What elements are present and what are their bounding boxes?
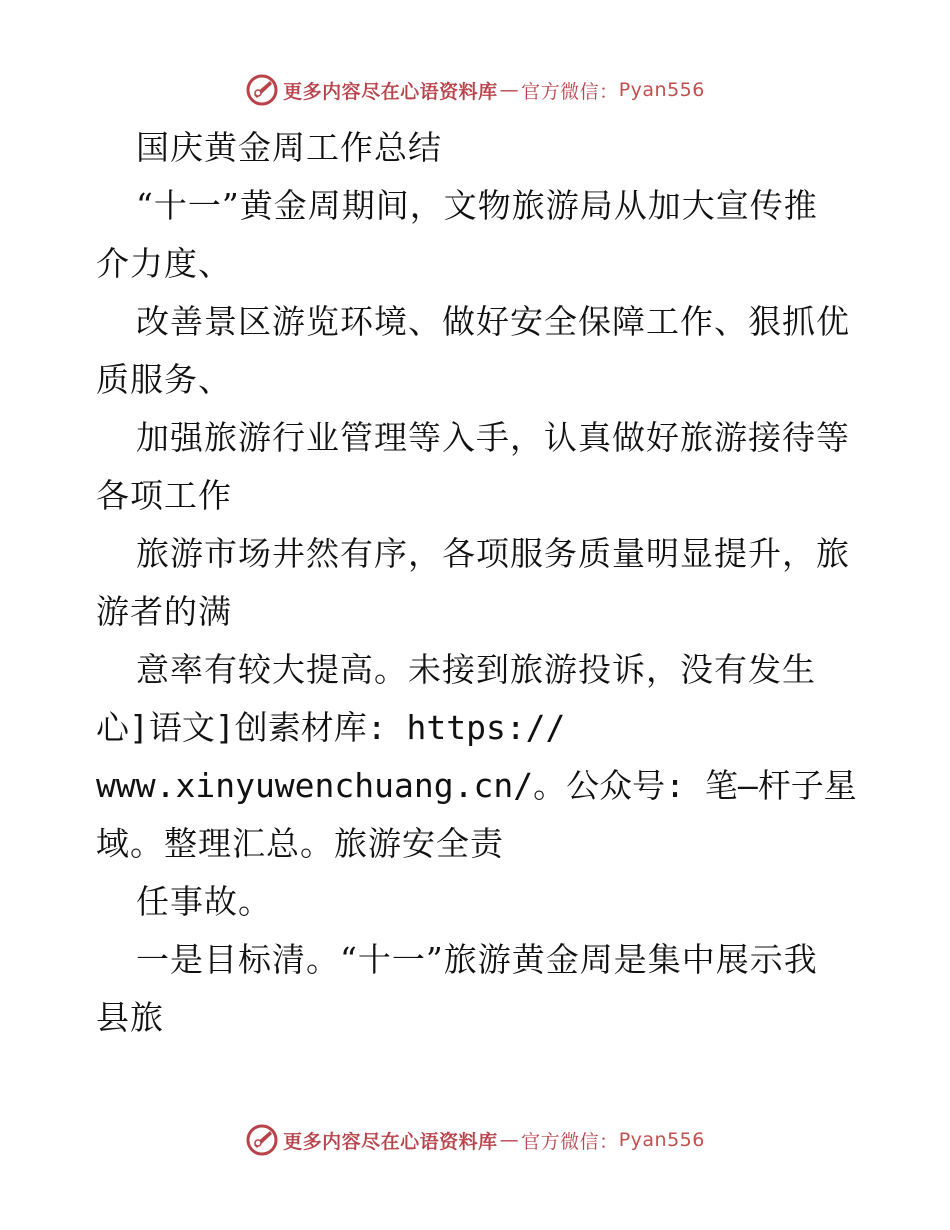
watermark-main-text: 更多内容尽在心语资料库 — [283, 80, 498, 103]
watermark-wechat-id: Pyan556 — [618, 79, 705, 101]
header-watermark — [0, 70, 950, 110]
paragraph-line: 任事故。 — [136, 882, 272, 921]
footer-watermark — [0, 1120, 950, 1160]
paragraph-line: 改善景区游览环境、做好安全保障工作、狠抓优 — [136, 302, 850, 341]
paragraph-line: 旅游市场井然有序，各项服务质量明显提升，旅 — [136, 534, 850, 573]
paragraph-line: 各项工作 — [96, 476, 232, 515]
paragraph-line: 域。整理汇总。旅游安全责 — [96, 824, 504, 863]
paragraph-line: 县旅 — [96, 998, 164, 1037]
paragraph-line: www.xinyuwenchuang.cn/。公众号: 笔—杆子星 — [96, 766, 857, 805]
paragraph-line: 质服务、 — [96, 360, 232, 399]
seal-logo-icon — [245, 73, 279, 107]
watermark-wechat-id: Pyan556 — [618, 1129, 705, 1151]
paragraph-line: 一是目标清。“十一”旅游黄金周是集中展示我 — [136, 940, 818, 979]
paragraph-line: 加强旅游行业管理等入手，认真做好旅游接待等 — [136, 418, 850, 457]
watermark-dash: — — [499, 1129, 520, 1151]
paragraph-line: 心]语文]创素材库: https:// — [96, 708, 566, 747]
paragraph-line: “十一”黄金周期间，文物旅游局从加大宣传推 — [136, 186, 818, 225]
watermark-sub-text: 官方微信： — [521, 1130, 619, 1153]
paragraph-line: 意率有较大提高。未接到旅游投诉，没有发生 — [136, 650, 816, 689]
seal-logo-icon — [245, 1123, 279, 1157]
document-title: 国庆黄金周工作总结 — [136, 128, 442, 167]
watermark-main-text: 更多内容尽在心语资料库 — [283, 1130, 498, 1153]
paragraph-line: 游者的满 — [96, 592, 232, 631]
watermark-dash: — — [499, 79, 520, 101]
watermark-sub-text: 官方微信： — [521, 80, 619, 103]
paragraph-line: 介力度、 — [96, 244, 232, 283]
